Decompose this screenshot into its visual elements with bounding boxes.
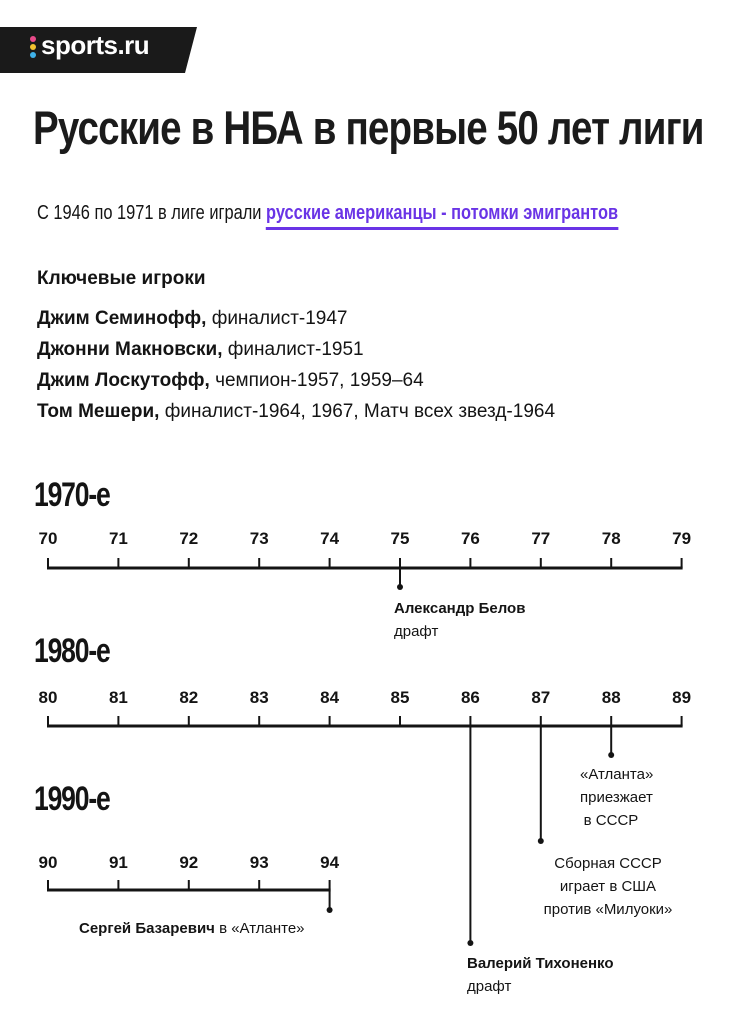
ussr-usa-connector-dot — [538, 838, 544, 844]
subtitle-prefix: С 1946 по 1971 в лиге играли — [37, 202, 262, 224]
tick-label: 86 — [460, 688, 480, 707]
event-atlanta-visit — [580, 763, 654, 832]
belov-connector-dot — [397, 584, 403, 590]
player-desc: финалист-1964, 1967, Матч всех звезд-1964 — [164, 401, 556, 422]
tick-label: 71 — [108, 529, 128, 548]
key-players-heading: Ключевые игроки — [37, 268, 206, 289]
player-name: Джонни Макновски, — [37, 339, 223, 360]
event-belov — [394, 597, 525, 643]
decade-heading-1980s: 1980-е — [34, 632, 110, 670]
tick-label: 93 — [249, 853, 269, 872]
tick-label: 75 — [390, 529, 410, 548]
event-tikhonenko-note: драфт — [467, 978, 512, 995]
tick-label: 80 — [38, 688, 58, 707]
player-name: Джим Лоскутофф, — [37, 370, 210, 391]
tick-label: 73 — [249, 529, 269, 548]
player-desc: чемпион-1957, 1959–64 — [215, 370, 424, 391]
event-atlanta-line: «Атланта» — [580, 766, 654, 783]
tick-label: 83 — [249, 688, 269, 707]
player-name: Том Мешери, — [37, 401, 160, 422]
tick-label: 89 — [672, 688, 692, 707]
event-ussr-line: играет в США — [559, 878, 657, 895]
page-title: Русские в НБА в первые 50 лет лиги — [33, 101, 704, 154]
tick-label: 92 — [179, 853, 199, 872]
event-ussr-line: Сборная СССР — [554, 855, 662, 872]
event-belov-note: драфт — [394, 623, 439, 640]
player-name: Джим Семинофф, — [37, 308, 207, 329]
event-atlanta-line: в СССР — [583, 812, 639, 829]
decade-heading-1970s: 1970-е — [34, 476, 110, 514]
tick-label: 72 — [179, 529, 199, 548]
tick-label: 77 — [531, 529, 551, 548]
player-desc: финалист-1947 — [211, 308, 348, 329]
tick-label: 74 — [320, 529, 340, 548]
player-desc: финалист-1951 — [227, 339, 364, 360]
tick-label: 78 — [601, 529, 621, 548]
tikhonenko-connector-dot — [467, 940, 473, 946]
event-ussr-line: против «Милуоки» — [543, 901, 673, 918]
tick-label: 84 — [320, 688, 340, 707]
tick-label: 76 — [460, 529, 480, 548]
tick-label: 94 — [320, 853, 340, 872]
tick-label: 82 — [179, 688, 199, 707]
tick-label: 79 — [672, 529, 692, 548]
tick-label: 87 — [531, 688, 551, 707]
tick-label: 81 — [108, 688, 128, 707]
event-bazarevich-name: Сергей Базаревич — [79, 920, 215, 937]
event-bazarevich — [79, 917, 305, 940]
atlanta-connector-dot — [608, 752, 614, 758]
decade-heading-1990s: 1990-е — [34, 780, 110, 818]
event-atlanta-line: приезжает — [580, 789, 653, 806]
tick-label: 88 — [601, 688, 621, 707]
bazarevich-connector-dot — [327, 907, 333, 913]
tick-label: 91 — [108, 853, 128, 872]
tick-label: 70 — [38, 529, 58, 548]
event-tikhonenko — [467, 952, 614, 998]
event-bazarevich-note: в «Атланте» — [219, 920, 305, 937]
tick-label: 85 — [390, 688, 410, 707]
event-belov-name: Александр Белов — [394, 600, 526, 617]
event-ussr-in-usa — [528, 852, 688, 921]
tick-label: 90 — [38, 853, 58, 872]
emigrants-link[interactable]: русские американцы - потомки эмигрантов — [266, 202, 618, 230]
event-tikhonenko-name: Валерий Тихоненко — [467, 955, 614, 972]
logo-text: sports.ru — [41, 30, 150, 60]
